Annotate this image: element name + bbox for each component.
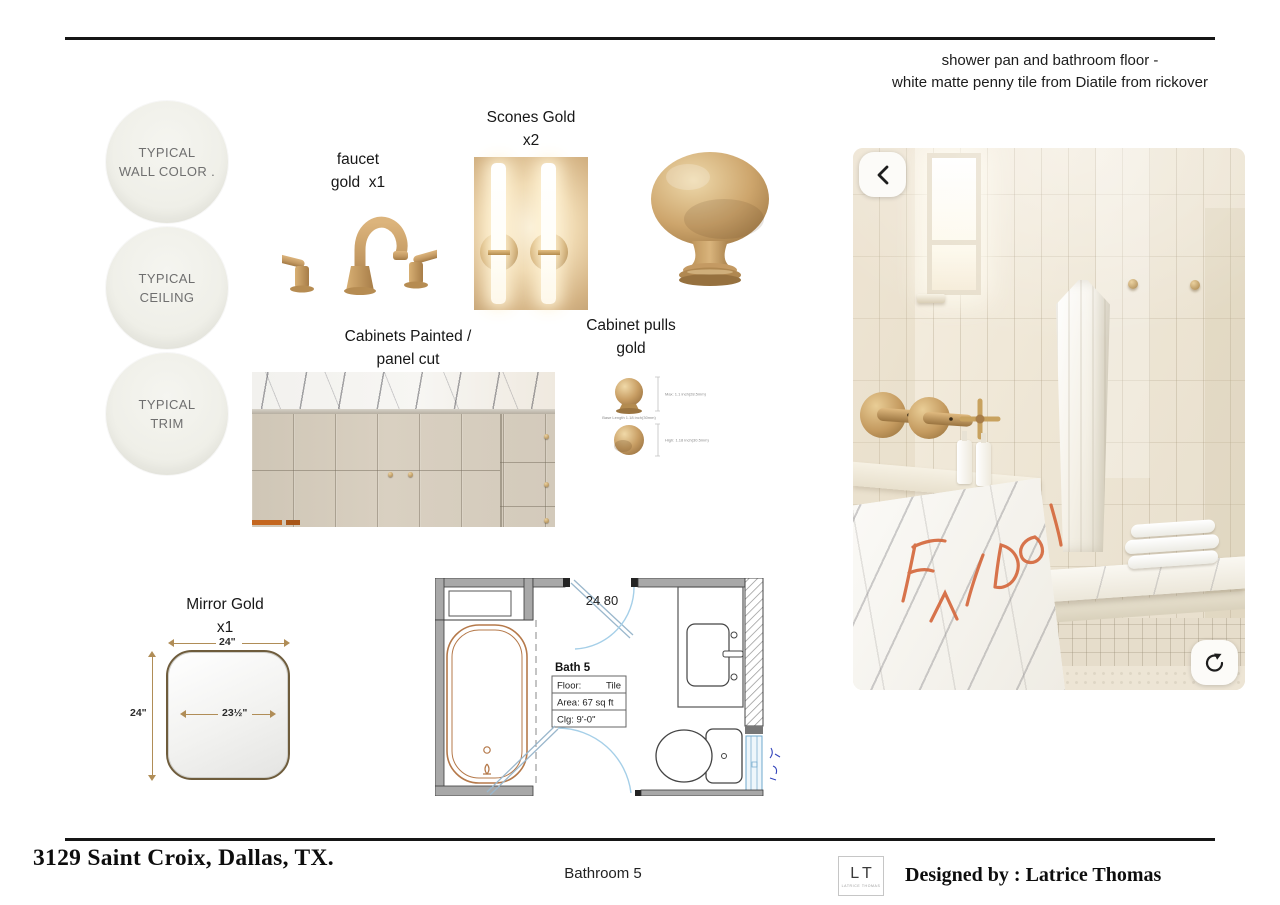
plan-room-name: Bath 5 [555,662,591,674]
sconce-arm [488,250,510,255]
swatch-text: TYPICAL [138,397,196,412]
sconces-label: Scones Gold x2 [486,109,576,149]
gold-sconces-image [474,157,588,310]
arrowhead [148,775,156,781]
swatch-wall-color [106,101,228,223]
swatch-text: WALL COLOR . [118,164,216,179]
logo-subtext: LATRICE THOMAS [841,883,881,888]
gold-knob-image [648,147,774,287]
dim-line [242,643,286,644]
cabinet-pulls-label: Cabinet pulls gold [586,317,676,357]
top-rule [65,37,1215,40]
plan-door-size-label: 24 80 [585,593,619,608]
gold-faucet-image [282,198,437,296]
arrowhead [284,639,290,647]
plan-ceiling-row: Clg: 9'-0" [557,714,596,726]
watermark-bar [286,520,300,525]
mirror-label: Mirror Gold x1 [186,596,264,636]
plan-floor-value: Tile [606,680,621,692]
faucet-label: faucet gold x1 [330,151,386,191]
drawer-line [500,506,555,507]
designer-logo [838,856,884,896]
note-line-2: white matte penny tile from Diatile from rickover [892,74,1208,91]
sconce-arm [538,250,560,255]
designer-credit: Designed by : Latrice Thomas [905,864,1162,886]
rotate-button[interactable] [1191,640,1238,685]
swatch-text: CEILING [139,290,195,305]
mirror-inner-dim: 23½" [222,707,248,719]
arrowhead [180,710,186,718]
plan-window [746,736,762,796]
property-address: 3129 Saint Croix, Dallas, TX. [33,845,334,871]
sconce-tube-light [491,163,506,304]
cabinet-stile [500,414,502,527]
cabinet-knob [544,518,549,523]
plan-wall [435,620,444,788]
swatch-text: TYPICAL [138,145,196,160]
plan-bathtub [447,625,527,783]
marble-countertop [252,372,555,409]
swatch-text: TRIM [150,416,184,431]
gold-hook [1128,279,1138,289]
room-title: Bathroom 5 [564,865,642,882]
arrowhead [168,639,174,647]
cabinet-knob [388,472,393,477]
drawer-line [500,462,555,463]
arrowhead [270,710,276,718]
cabinet-knob [544,482,549,487]
mirror-height-dim: 24" [130,707,147,719]
gold-hook [1190,280,1200,290]
plan-floor-key: Floor: [557,680,582,692]
swatch-ceiling [106,227,228,349]
bottle [957,440,972,484]
chevron-left-icon [873,164,893,186]
mirror-width-dim: 24" [219,636,236,648]
bottle [976,442,991,486]
soap-dish [917,294,945,303]
cabinets-image [252,372,555,527]
note-line-1: shower pan and bathroom floor - [941,52,1159,69]
dim-line [184,714,218,715]
red-scribble-annotation [883,493,1073,663]
swatch-text: TYPICAL [138,271,196,286]
shower-photo [853,148,1245,690]
sconce-tube-light [541,163,556,304]
blue-scribble-annotation [770,748,780,780]
back-button[interactable] [859,152,906,197]
cabinet-knob [408,472,413,477]
cabinet-pulls-image [597,372,717,464]
plan-toilet-bowl [656,730,712,782]
dim-line [152,656,153,776]
plan-door-swing [558,728,631,793]
floorplan-image [435,578,791,796]
dim-line [252,714,272,715]
pull-dim-text: Max: 1.1 inch(28.5mm) [665,391,706,397]
swatch-trim [106,353,228,475]
cabinet-knob [544,434,549,439]
logo-initials: LT [850,864,876,882]
shower-pan-note [850,50,1250,94]
watermark-bar [252,520,282,525]
cabinets-label: Cabinets Painted / panel cut [344,328,472,368]
arrowhead [148,651,156,657]
shower-window [927,153,981,295]
pull-dim-text: Base Length 1.18 inch(30mm) [602,415,656,420]
bottom-rule [65,838,1215,841]
plan-area-row: Area: 67 sq ft [557,697,614,709]
folded-towels [1125,519,1223,572]
rotate-clockwise-icon [1203,651,1227,675]
plan-hatched-wall [745,578,763,726]
cabinet-rail [252,470,500,471]
dim-line [172,643,216,644]
pull-dim-text: High: 1.18 inch(30.5mm) [665,437,709,443]
